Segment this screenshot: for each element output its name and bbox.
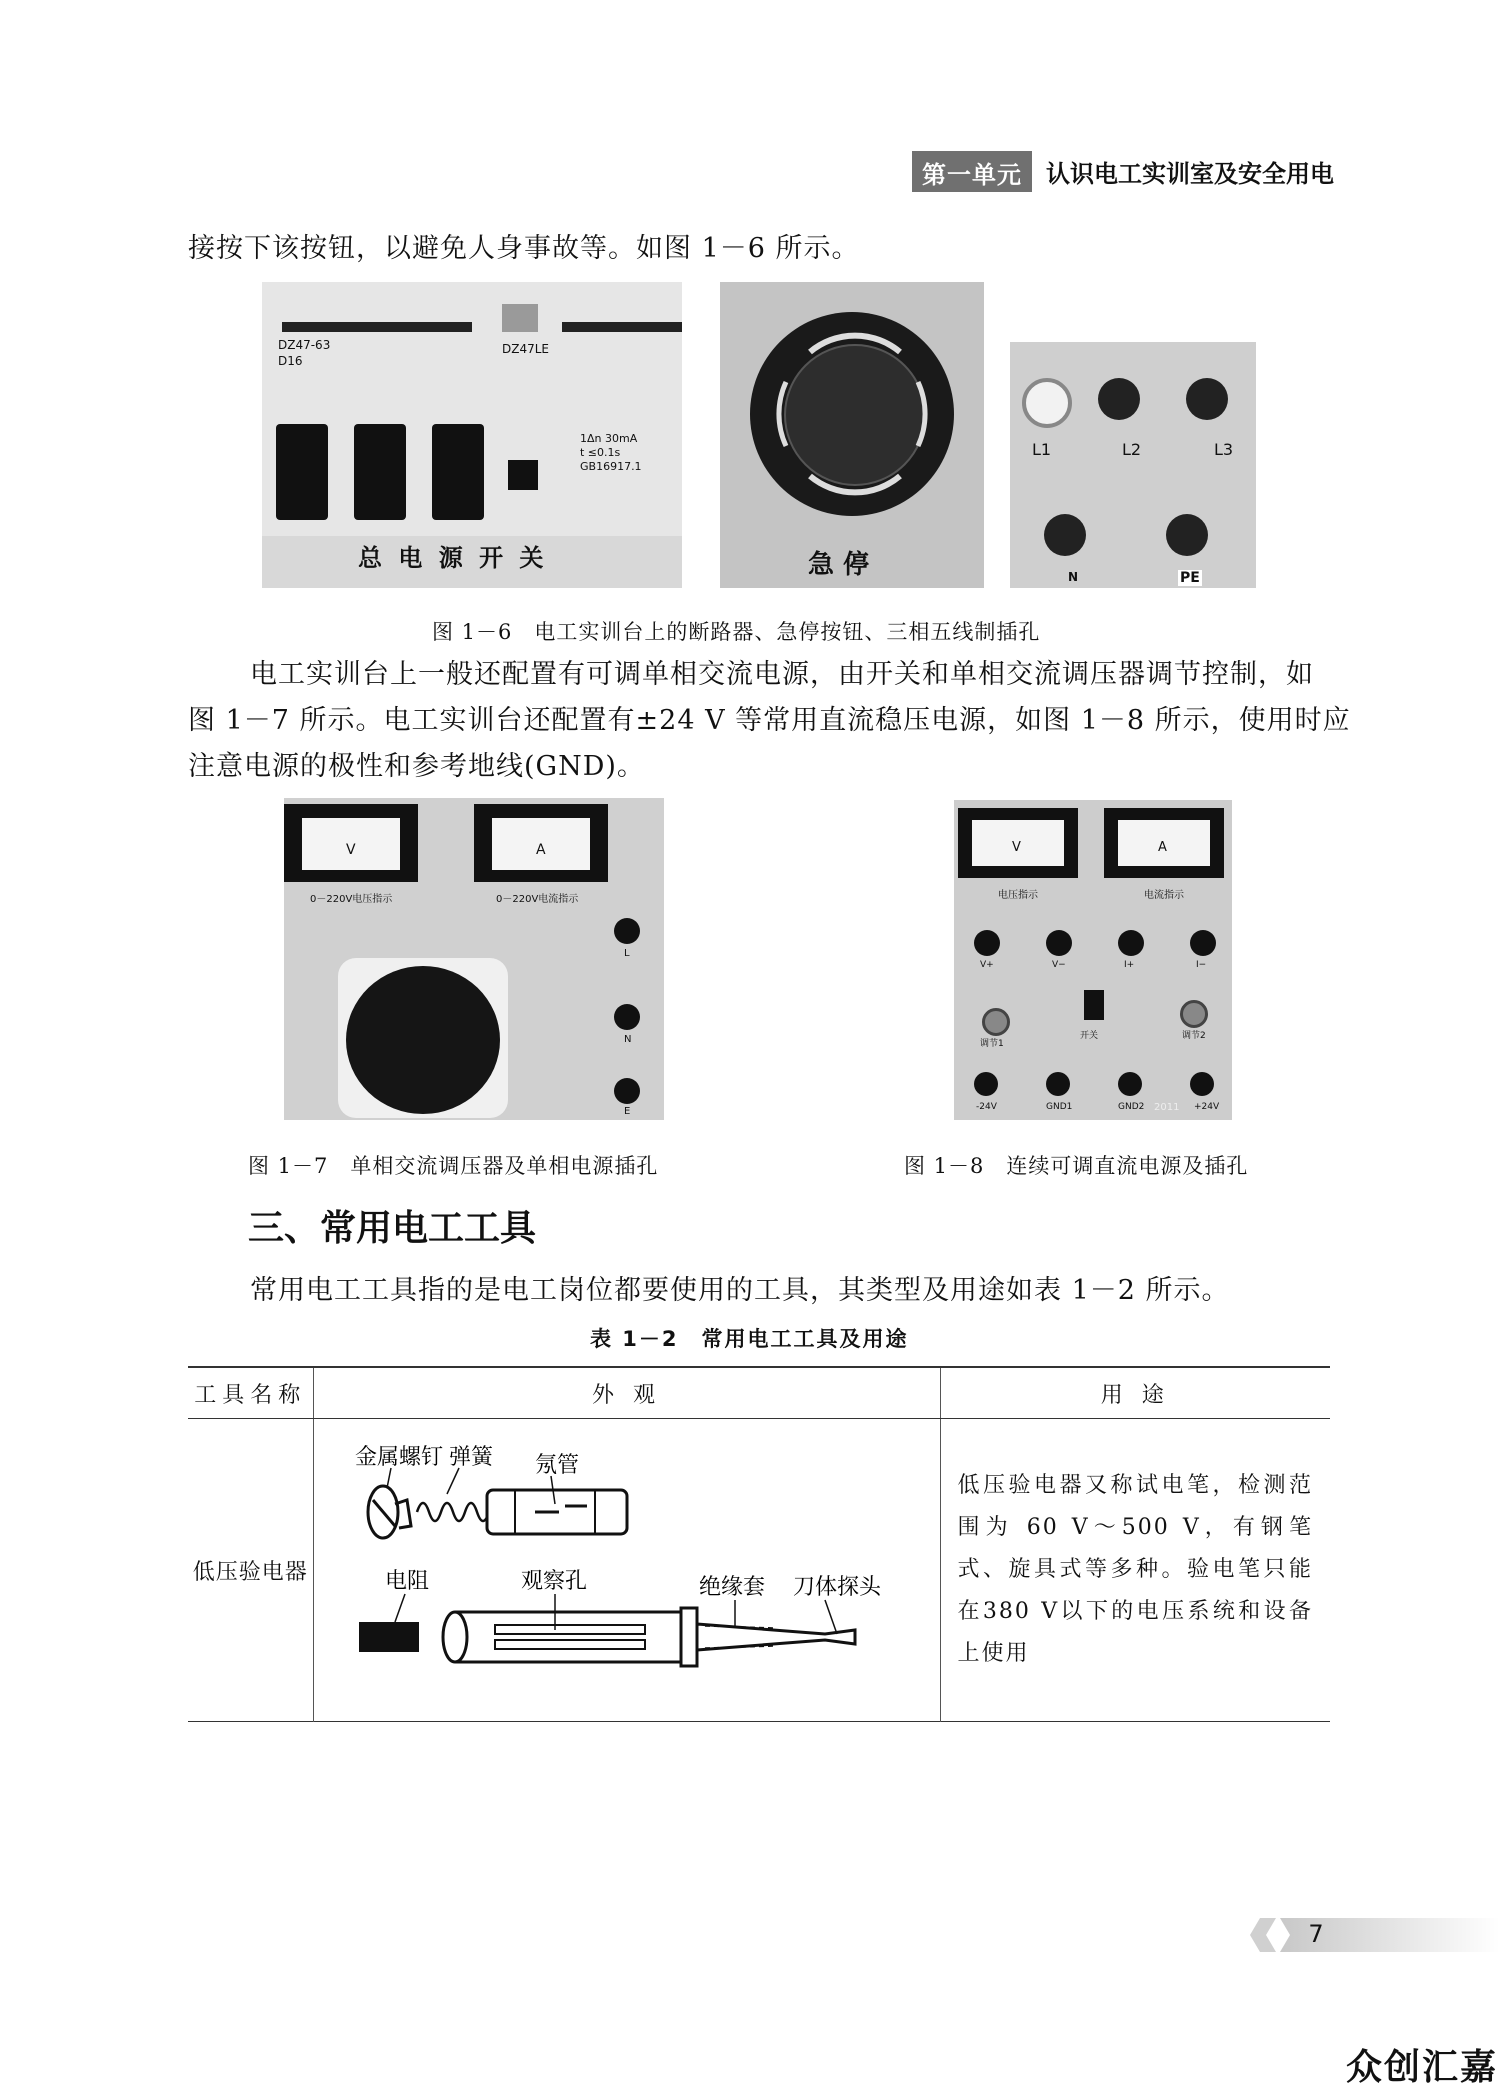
dc-voltmeter-label: 电压指示: [998, 890, 1038, 901]
knob-2-label: 调节2: [1182, 1031, 1206, 1041]
socket-n-label: N: [624, 1034, 632, 1045]
socket-l1: [1022, 378, 1072, 428]
spring-coil: [417, 1503, 489, 1521]
dc-voltmeter-unit: V: [1012, 840, 1021, 855]
socket-i-plus: [1118, 930, 1144, 956]
rotate-arrows-icon: [750, 312, 954, 516]
breaker-model-3: DZ47LE: [502, 342, 549, 356]
running-header: [912, 152, 1334, 190]
header-tool-name: 工具名称: [188, 1367, 313, 1419]
ammeter-unit: A: [536, 842, 546, 858]
voltmeter-unit: V: [346, 842, 356, 858]
switch-label: 开关: [1080, 1031, 1099, 1041]
header-usage: 用 途: [940, 1367, 1330, 1419]
label-neon-tube: 氖管: [534, 1453, 579, 1478]
usage-text: 低压验电器又称试电笔，检测范围为 60 V～500 V，有钢笔式、旋具式等多种。验电笔只能在380 V以下的电压系统和设备上使用: [957, 1473, 1313, 1666]
socket-e: [614, 1078, 640, 1104]
paragraph-2-line-2: 图 1－7 所示。电工实训台还配置有±24 V 等常用直流稳压电源，如图 1－8 所示，使用时应: [188, 705, 1351, 736]
socket-gnd2: [1118, 1072, 1142, 1096]
voltmeter-label: 0－220V电压指示: [310, 894, 393, 905]
socket-gnd1: [1046, 1072, 1070, 1096]
socket-label-l3: L3: [1214, 440, 1234, 459]
test-pen-diagram: [355, 1430, 915, 1710]
socket-label-l1: L1: [1032, 440, 1052, 459]
intro-line: 接按下该按钮，以避免人身事故等。如图 1－6 所示。: [188, 233, 860, 264]
test-button: [508, 460, 538, 490]
socket-plus-24v: [1190, 1072, 1214, 1096]
figure-1-6-breaker-photo: [262, 282, 682, 588]
socket-v-minus: [1046, 930, 1072, 956]
socket-label-l2: L2: [1122, 440, 1142, 459]
label-insulation-sleeve: 绝缘套: [698, 1575, 765, 1600]
socket-pe: [1166, 514, 1208, 556]
resistor: [359, 1622, 419, 1652]
socket-gnd2-label: GND2: [1118, 1102, 1145, 1112]
socket-l-label: L: [624, 948, 630, 959]
paragraph-2-line-3: 注意电源的极性和参考地线(GND)。: [188, 751, 645, 782]
figure-1-8-photo: [954, 800, 1232, 1120]
breaker-lever-2: [354, 424, 406, 520]
label-spring: 弹簧: [448, 1445, 493, 1470]
paragraph-2-line-1: 电工实训台上一般还配置有可调单相交流电源，由开关和单相交流调压器调节控制，如: [250, 659, 1314, 690]
panel-b-label: 急 停: [808, 550, 870, 580]
socket-plus-24v-label: +24V: [1194, 1102, 1220, 1112]
socket-v-plus: [974, 930, 1000, 956]
socket-n: [1044, 514, 1086, 556]
label-resistor: 电阻: [384, 1569, 429, 1594]
chapter-title: 认识电工实训室及安全用电: [1046, 159, 1334, 188]
tools-table: [188, 1366, 1330, 1722]
figure-1-7-caption: 图 1－7 单相交流调压器及单相电源插孔: [248, 1154, 659, 1178]
header-appearance: 外 观: [313, 1367, 940, 1419]
panel-a-label: 总 电 源 开 关: [358, 544, 548, 572]
socket-v-minus-label: V−: [1052, 960, 1066, 970]
breaker-rating: 1Δn 30mA: [580, 432, 638, 445]
socket-n: [614, 1004, 640, 1030]
socket-minus-24v-label: -24V: [976, 1102, 997, 1112]
breaker-model-1: DZ47-63: [278, 338, 331, 352]
breaker-time: t ≤0.1s: [580, 446, 621, 459]
brand-watermark: 众创汇嘉: [1345, 2047, 1498, 2088]
figure-1-6-socket-photo: [1010, 342, 1256, 588]
table-header-row: [188, 1367, 1330, 1419]
figure-1-6-caption: 图 1－6 电工实训台上的断路器、急停按钮、三相五线制插孔: [432, 620, 1041, 644]
socket-e-label: E: [624, 1106, 631, 1117]
blade-probe: [697, 1624, 855, 1650]
ammeter-label: 0－220V电流指示: [496, 894, 579, 905]
page-number: 7: [1308, 1920, 1324, 1948]
tool-name-cell: 低压验电器: [192, 1559, 308, 1585]
label-metal-screw: 金属螺钉: [354, 1445, 443, 1470]
usage-cell: [940, 1419, 1330, 1722]
dc-ammeter-label: 电流指示: [1144, 890, 1184, 901]
unit-label: 第一单元: [912, 151, 1032, 192]
socket-i-minus-label: I−: [1196, 960, 1207, 970]
socket-minus-24v: [974, 1072, 998, 1096]
label-observation-hole: 观察孔: [520, 1569, 587, 1594]
observation-window: [495, 1625, 645, 1634]
photo-stamp: 2011: [1154, 1102, 1180, 1113]
socket-l2: [1098, 378, 1140, 420]
socket-i-minus: [1190, 930, 1216, 956]
breaker-standard: GB16917.1: [580, 460, 642, 473]
page-number-tab: [1250, 1916, 1500, 1954]
pen-barrel: [455, 1612, 685, 1662]
table-caption: 表 1－2 常用电工工具及用途: [590, 1327, 909, 1351]
figure-1-7-photo: [284, 798, 664, 1120]
regulator-dial: [346, 966, 500, 1114]
socket-v-plus-label: V+: [980, 960, 994, 970]
table-row: [188, 1419, 1330, 1722]
paragraph-3: 常用电工工具指的是电工岗位都要使用的工具，其类型及用途如表 1－2 所示。: [250, 1275, 1230, 1306]
socket-i-plus-label: I+: [1124, 960, 1135, 970]
socket-gnd1-label: GND1: [1046, 1102, 1073, 1112]
breaker-lever-1: [276, 424, 328, 520]
knob-2: [1180, 1000, 1208, 1028]
dc-ammeter-unit: A: [1158, 840, 1167, 855]
power-switch: [1084, 990, 1104, 1020]
socket-label-n: N: [1068, 570, 1079, 584]
figure-1-6-emergency-stop-photo: [720, 282, 984, 588]
label-blade-probe: 刀体探头: [792, 1575, 881, 1600]
knob-1: [982, 1008, 1010, 1036]
knob-1-label: 调节1: [980, 1039, 1004, 1049]
socket-label-pe: PE: [1180, 570, 1200, 586]
breaker-lever-3: [432, 424, 484, 520]
figure-1-8-caption: 图 1－8 连续可调直流电源及插孔: [904, 1154, 1249, 1178]
section-title: 三、常用电工工具: [248, 1208, 537, 1249]
breaker-model-2: D16: [278, 354, 303, 368]
socket-l: [614, 918, 640, 944]
socket-l3: [1186, 378, 1228, 420]
appearance-cell: [313, 1419, 940, 1722]
